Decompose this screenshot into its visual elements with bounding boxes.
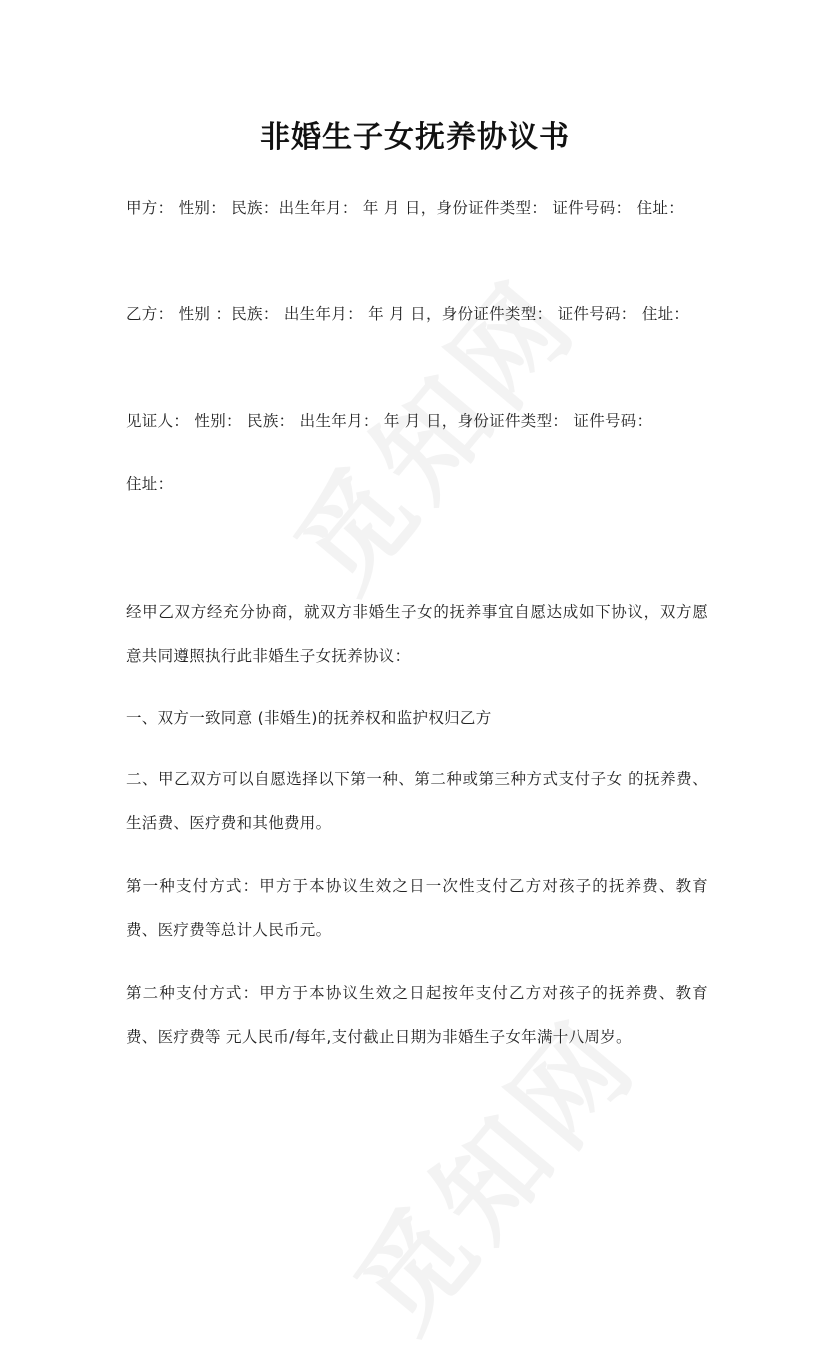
witness-address: 住址：	[126, 475, 174, 493]
agreement-intro: 经甲乙双方经充分协商，就双方非婚生子女的抚养事宜自愿达成如下协议，双方愿意共同遵照执行此非婚生子女抚养协议：	[126, 603, 708, 665]
party-a-info: 甲方： 性别： 民族：出生年月： 年 月 日，身份证件类型： 证件号码： 住址：	[126, 199, 684, 217]
clause-custody: 一、双方一致同意 (非婚生)的抚养权和监护权归乙方	[126, 709, 492, 727]
payment-method-two: 第二种支付方式：甲方于本协议生效之日起按年支付乙方对孩子的抚养费、教育费、医疗费等 元人民币/每年,支付截止日期为非婚生子女年满十八周岁。	[126, 984, 708, 1046]
payment-method-one: 第一种支付方式：甲方于本协议生效之日一次性支付乙方对孩子的抚养费、教育费、医疗费等总计人民币元。	[126, 877, 708, 939]
clause-payment-options: 二、甲乙双方可以自愿选择以下第一种、第二种或第三种方式支付子女 的抚养费、生活费、医疗费和其他费用。	[126, 770, 708, 832]
party-b-info: 乙方： 性别 ：民族： 出生年月： 年 月 日，身份证件类型： 证件号码： 住址：	[126, 305, 690, 323]
document-title: 非婚生子女抚养协议书	[260, 120, 570, 155]
witness-info: 见证人： 性别： 民族： 出生年月： 年 月 日，身份证件类型： 证件号码：	[126, 412, 653, 430]
